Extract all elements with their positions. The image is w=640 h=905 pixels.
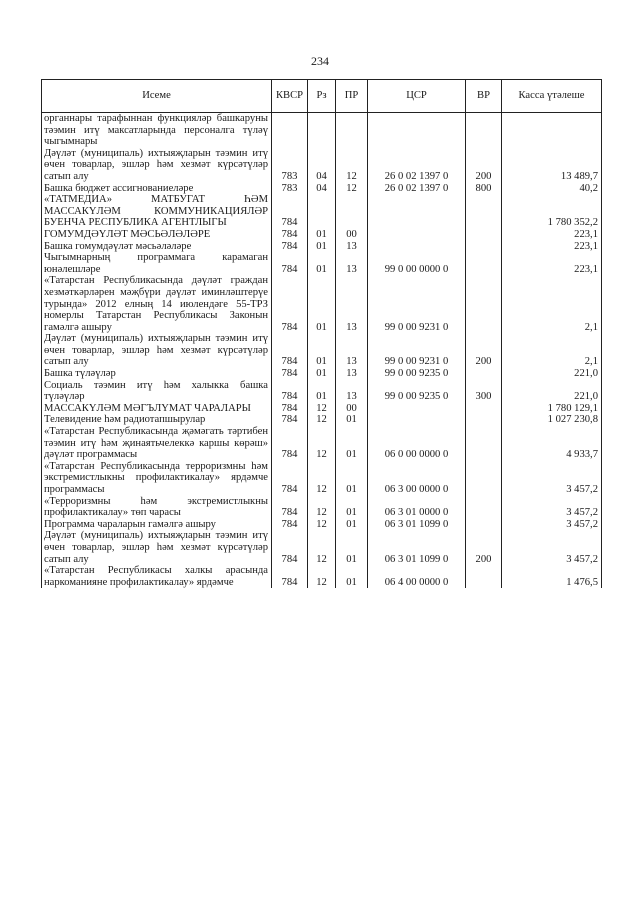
cell-vr <box>466 414 502 426</box>
cell-vr <box>466 113 502 148</box>
table-row <box>42 565 602 588</box>
table-row <box>42 368 602 380</box>
cell-vr <box>466 496 502 519</box>
cell-vr <box>466 519 502 531</box>
cell-kvsr: 783 <box>272 148 308 183</box>
cell-csr: 99 0 00 9235 0 <box>368 380 466 403</box>
header-kvsr: КВСР <box>272 80 308 113</box>
cell-rz: 01 <box>308 275 336 333</box>
cell-kvsr: 784 <box>272 368 308 380</box>
table-row <box>42 275 602 333</box>
cell-csr <box>368 414 466 426</box>
cell-kvsr: 784 <box>272 403 308 415</box>
cell-sum: 13 489,7 <box>502 148 602 183</box>
budget-table <box>41 79 602 588</box>
cell-rz: 04 <box>308 183 336 195</box>
cell-sum: 40,2 <box>502 183 602 195</box>
cell-rz: 12 <box>308 519 336 531</box>
cell-pr <box>336 194 368 229</box>
cell-kvsr: 784 <box>272 496 308 519</box>
cell-sum: 223,1 <box>502 241 602 253</box>
cell-name: МАССАКҮЛӘМ МӘГЪЛҮМАТ ЧАРАЛАРЫ <box>42 403 272 415</box>
cell-csr: 26 0 02 1397 0 <box>368 183 466 195</box>
cell-rz: 01 <box>308 229 336 241</box>
cell-vr: 300 <box>466 380 502 403</box>
cell-csr: 06 3 00 0000 0 <box>368 461 466 496</box>
cell-pr: 13 <box>336 241 368 253</box>
table-row <box>42 229 602 241</box>
table-row <box>42 194 602 229</box>
cell-name: Телевидение һәм радиотапшырулар <box>42 414 272 426</box>
cell-rz <box>308 194 336 229</box>
cell-sum: 2,1 <box>502 275 602 333</box>
cell-csr: 99 0 00 9231 0 <box>368 333 466 368</box>
cell-pr: 00 <box>336 403 368 415</box>
cell-sum: 223,1 <box>502 252 602 275</box>
cell-name: «Терроризмны һәм экстремистлыкны профилактикалау» төп чарасы <box>42 496 272 519</box>
cell-name: Социаль тәэмин итү һәм халыкка башка түләүләр <box>42 380 272 403</box>
cell-csr: 06 4 00 0000 0 <box>368 565 466 588</box>
cell-pr: 12 <box>336 183 368 195</box>
cell-sum: 3 457,2 <box>502 519 602 531</box>
table-row <box>42 148 602 183</box>
cell-kvsr: 784 <box>272 229 308 241</box>
table-header <box>42 80 602 113</box>
cell-name: Дәүләт (муниципаль) ихтыяҗларын тәэмин итү өчен товарлар, эшләр һәм хезмәт күрсәтүләр сатып алу <box>42 530 272 565</box>
cell-pr: 13 <box>336 333 368 368</box>
cell-csr: 06 0 00 0000 0 <box>368 426 466 461</box>
cell-pr: 01 <box>336 565 368 588</box>
cell-sum <box>502 113 602 148</box>
cell-kvsr: 784 <box>272 194 308 229</box>
cell-vr <box>466 252 502 275</box>
table-row <box>42 496 602 519</box>
cell-name: Башка түләүләр <box>42 368 272 380</box>
cell-kvsr: 784 <box>272 461 308 496</box>
cell-pr: 01 <box>336 519 368 531</box>
table-row <box>42 426 602 461</box>
header-sum: Касса үтәлеше <box>502 80 602 113</box>
cell-pr: 01 <box>336 496 368 519</box>
cell-rz: 01 <box>308 368 336 380</box>
header-pr: ПР <box>336 80 368 113</box>
cell-pr: 13 <box>336 275 368 333</box>
cell-vr <box>466 368 502 380</box>
header-rz: Рз <box>308 80 336 113</box>
table-row <box>42 252 602 275</box>
cell-name: Чыгымнарның программага карамаган юнәлешләре <box>42 252 272 275</box>
cell-vr: 200 <box>466 148 502 183</box>
cell-pr: 13 <box>336 380 368 403</box>
cell-vr <box>466 241 502 253</box>
table-row <box>42 241 602 253</box>
cell-name: Башка бюджет ассигнованиеләре <box>42 183 272 195</box>
table-row <box>42 403 602 415</box>
cell-csr: 99 0 00 9235 0 <box>368 368 466 380</box>
cell-sum: 2,1 <box>502 333 602 368</box>
cell-kvsr: 784 <box>272 414 308 426</box>
cell-sum: 1 780 129,1 <box>502 403 602 415</box>
cell-rz: 01 <box>308 333 336 368</box>
cell-sum: 221,0 <box>502 380 602 403</box>
cell-sum: 1 027 230,8 <box>502 414 602 426</box>
cell-pr: 01 <box>336 426 368 461</box>
cell-vr: 800 <box>466 183 502 195</box>
cell-vr <box>466 403 502 415</box>
cell-name: органнары тарафыннан функцияләр башкаруны тәэмин итү максатларында персоналга түләү чыгымнары <box>42 113 272 148</box>
cell-name: «Татарстан Республикасы халкы арасында наркоманияне профилактикалау» ярдәмче <box>42 565 272 588</box>
cell-vr: 200 <box>466 530 502 565</box>
cell-csr: 06 3 01 1099 0 <box>368 530 466 565</box>
cell-pr: 00 <box>336 229 368 241</box>
cell-name: ГОМУМДӘҮЛӘТ МӘСЬӘЛӘЛӘРЕ <box>42 229 272 241</box>
header-csr: ЦСР <box>368 80 466 113</box>
cell-name: Дәүләт (муниципаль) ихтыяҗларын тәэмин итү өчен товарлар, эшләр һәм хезмәт күрсәтүләр сатып алу <box>42 148 272 183</box>
cell-csr <box>368 113 466 148</box>
cell-kvsr: 784 <box>272 426 308 461</box>
cell-rz: 01 <box>308 252 336 275</box>
cell-vr <box>466 229 502 241</box>
cell-vr <box>466 565 502 588</box>
cell-csr: 26 0 02 1397 0 <box>368 148 466 183</box>
cell-rz: 01 <box>308 380 336 403</box>
cell-kvsr: 784 <box>272 333 308 368</box>
cell-vr <box>466 426 502 461</box>
cell-name: Программа чараларын гамәлгә ашыру <box>42 519 272 531</box>
table-row <box>42 380 602 403</box>
table-row <box>42 530 602 565</box>
cell-pr: 13 <box>336 252 368 275</box>
cell-rz: 12 <box>308 530 336 565</box>
cell-name: Башка гомумдәүләт мәсьәләләре <box>42 241 272 253</box>
cell-name: «Татарстан Республикасында җәмәгать тәртибен тәэмин итү һәм җинаятьчелеккә каршы көрәш» дәүләт программасы <box>42 426 272 461</box>
cell-rz <box>308 113 336 148</box>
table-row <box>42 113 602 148</box>
cell-csr: 99 0 00 9231 0 <box>368 275 466 333</box>
cell-kvsr: 784 <box>272 519 308 531</box>
cell-vr <box>466 275 502 333</box>
cell-kvsr: 784 <box>272 275 308 333</box>
header-vr: ВР <box>466 80 502 113</box>
cell-csr: 06 3 01 1099 0 <box>368 519 466 531</box>
cell-pr: 13 <box>336 368 368 380</box>
cell-sum: 3 457,2 <box>502 530 602 565</box>
cell-rz: 12 <box>308 426 336 461</box>
cell-pr: 12 <box>336 148 368 183</box>
cell-rz: 12 <box>308 565 336 588</box>
cell-kvsr: 784 <box>272 530 308 565</box>
cell-sum: 1 476,5 <box>502 565 602 588</box>
cell-csr <box>368 403 466 415</box>
cell-rz: 12 <box>308 461 336 496</box>
cell-name: «Татарстан Республикасында терроризмны һәм экстремистлыкны профилактикалау» ярдәмче программасы <box>42 461 272 496</box>
cell-name: «Татарстан Республикасында дәүләт граждан хезмәткәрләрен мәҗбүри дәүләт иминләштерүе турында» 2012 елның 14 июлендәге 55-ТРЗ номерлы Татарстан Республикасы Законын гамәлгә ашыру <box>42 275 272 333</box>
cell-name: Дәүләт (муниципаль) ихтыяҗларын тәэмин итү өчен товарлар, эшләр һәм хезмәт күрсәтүләр сатып алу <box>42 333 272 368</box>
cell-vr: 200 <box>466 333 502 368</box>
cell-pr: 01 <box>336 530 368 565</box>
cell-sum: 3 457,2 <box>502 496 602 519</box>
cell-rz: 12 <box>308 496 336 519</box>
cell-vr <box>466 194 502 229</box>
cell-kvsr: 783 <box>272 183 308 195</box>
table-row <box>42 333 602 368</box>
cell-pr <box>336 113 368 148</box>
cell-sum: 1 780 352,2 <box>502 194 602 229</box>
table-row <box>42 519 602 531</box>
table-row <box>42 414 602 426</box>
cell-pr: 01 <box>336 414 368 426</box>
cell-rz: 12 <box>308 403 336 415</box>
cell-sum: 223,1 <box>502 229 602 241</box>
header-name: Исеме <box>42 80 272 113</box>
cell-rz: 04 <box>308 148 336 183</box>
page-number: 234 <box>311 54 329 68</box>
cell-kvsr: 784 <box>272 380 308 403</box>
cell-csr: 06 3 01 0000 0 <box>368 496 466 519</box>
cell-vr <box>466 461 502 496</box>
cell-kvsr <box>272 113 308 148</box>
table-row <box>42 461 602 496</box>
cell-csr <box>368 229 466 241</box>
cell-kvsr: 784 <box>272 241 308 253</box>
cell-csr: 99 0 00 0000 0 <box>368 252 466 275</box>
cell-sum: 3 457,2 <box>502 461 602 496</box>
cell-sum: 4 933,7 <box>502 426 602 461</box>
cell-rz: 01 <box>308 241 336 253</box>
cell-name: «ТАТМЕДИА» МАТБУГАТ ҺӘМ МАССАКҮЛӘМ КОММУНИКАЦИЯЛӘР БУЕНЧА РЕСПУБЛИКА АГЕНТЛЫГЫ <box>42 194 272 229</box>
cell-kvsr: 784 <box>272 565 308 588</box>
cell-rz: 12 <box>308 414 336 426</box>
cell-pr: 01 <box>336 461 368 496</box>
cell-csr <box>368 241 466 253</box>
cell-sum: 221,0 <box>502 368 602 380</box>
table-body <box>42 113 602 589</box>
cell-csr <box>368 194 466 229</box>
table-row <box>42 183 602 195</box>
cell-kvsr: 784 <box>272 252 308 275</box>
